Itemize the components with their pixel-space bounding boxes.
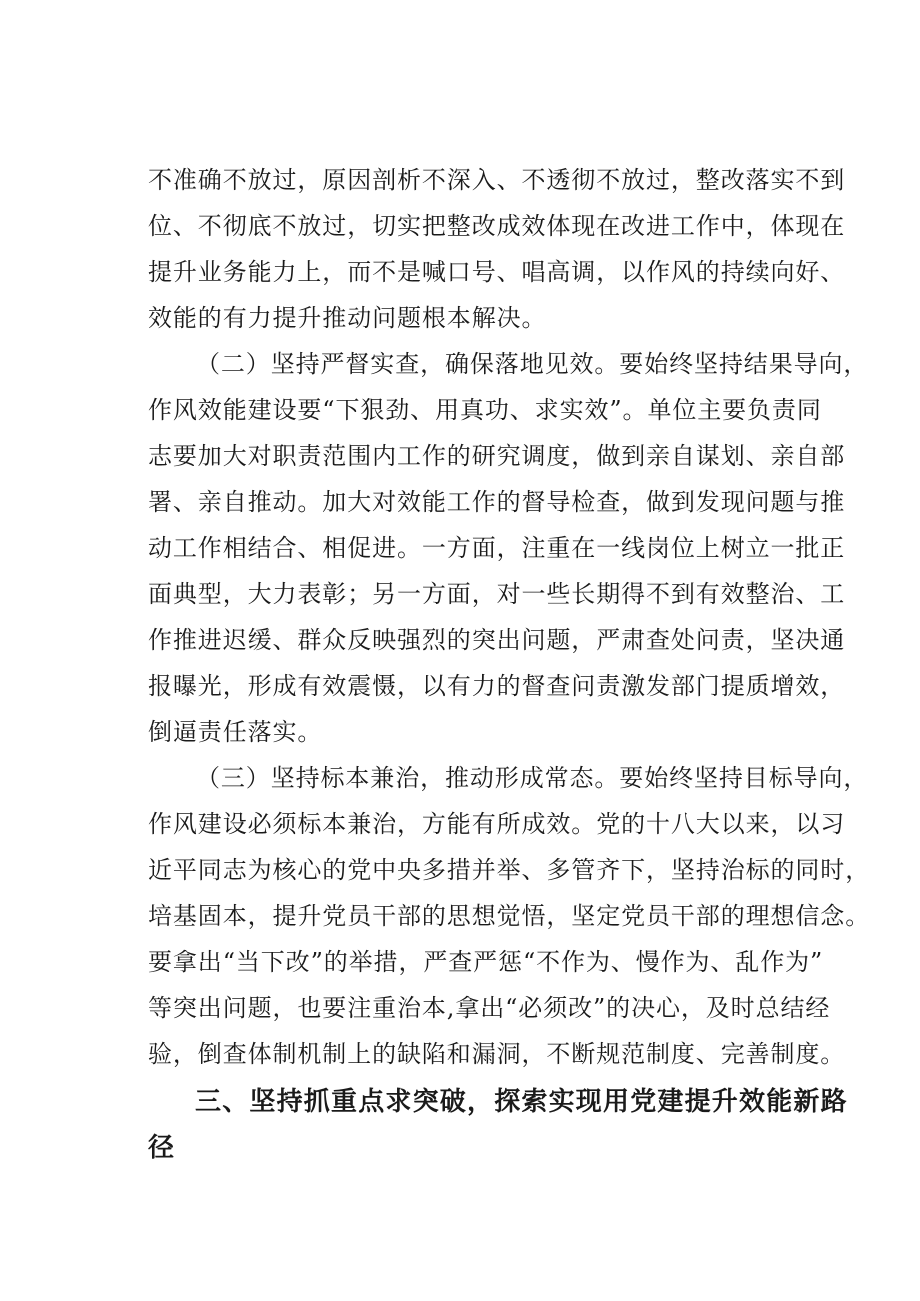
paragraph-line: （二）坚持严督实查，确保落地见效。要始终坚持结果导向， xyxy=(196,350,869,378)
paragraph-line: 面典型，大力表彰；另一方面，对一些长期得不到有效整治、工 xyxy=(148,580,846,608)
paragraph-line: （三）坚持标本兼治，推动形成常态。要始终坚持目标导向， xyxy=(196,764,869,792)
paragraph-line: 验，倒查体制机制上的缺陷和漏洞，不断规范制度、完善制度。 xyxy=(148,1040,846,1068)
paragraph-line: 等突出问题，也要注重治本,拿出“必须改”的决心，及时总结经 xyxy=(148,994,831,1022)
paragraph-line: 提升业务能力上，而不是喊口号、唱高调，以作风的持续向好、 xyxy=(148,258,846,286)
paragraph-line: 署、亲自推动。加大对效能工作的督导检查，做到发现问题与推 xyxy=(148,488,846,516)
paragraph-line: 报曝光，形成有效震慑，以有力的督查问责激发部门提质增效， xyxy=(148,672,846,700)
paragraph-line: 动工作相结合、相促进。一方面，注重在一线岗位上树立一批正 xyxy=(148,534,846,562)
paragraph-line: 作风建设必须标本兼治，方能有所成效。党的十八大以来，以习 xyxy=(148,810,846,838)
paragraph-line: 不准确不放过，原因剖析不深入、不透彻不放过，整改落实不到 xyxy=(148,166,846,194)
section-heading: 三、坚持抓重点求突破，探索实现用党建提升效能新路 xyxy=(195,1087,848,1117)
paragraph-line: 要拿出“当下改”的举措，严查严惩“不作为、慢作为、乱作为” xyxy=(148,948,824,976)
paragraph-line: 培基固本，提升党员干部的思想觉悟，坚定党员干部的理想信念。 xyxy=(148,902,871,930)
paragraph-line: 作风效能建设要“下狠劲、用真功、求实效”。单位主要负责同 xyxy=(148,396,822,424)
paragraph-line: 志要加大对职责范围内工作的研究调度，做到亲自谋划、亲自部 xyxy=(148,442,846,470)
paragraph-line: 作推进迟缓、群众反映强烈的突出问题，严肃查处问责，坚决通 xyxy=(148,626,846,654)
section-heading-continuation: 径 xyxy=(148,1133,176,1163)
paragraph-line: 效能的有力提升推动问题根本解决。 xyxy=(148,304,547,332)
paragraph-line: 位、不彻底不放过，切实把整改成效体现在改进工作中，体现在 xyxy=(148,212,846,240)
paragraph-line: 倒逼责任落实。 xyxy=(148,718,323,746)
paragraph-line: 近平同志为核心的党中央多措并举、多管齐下，坚持治标的同时， xyxy=(148,856,871,884)
